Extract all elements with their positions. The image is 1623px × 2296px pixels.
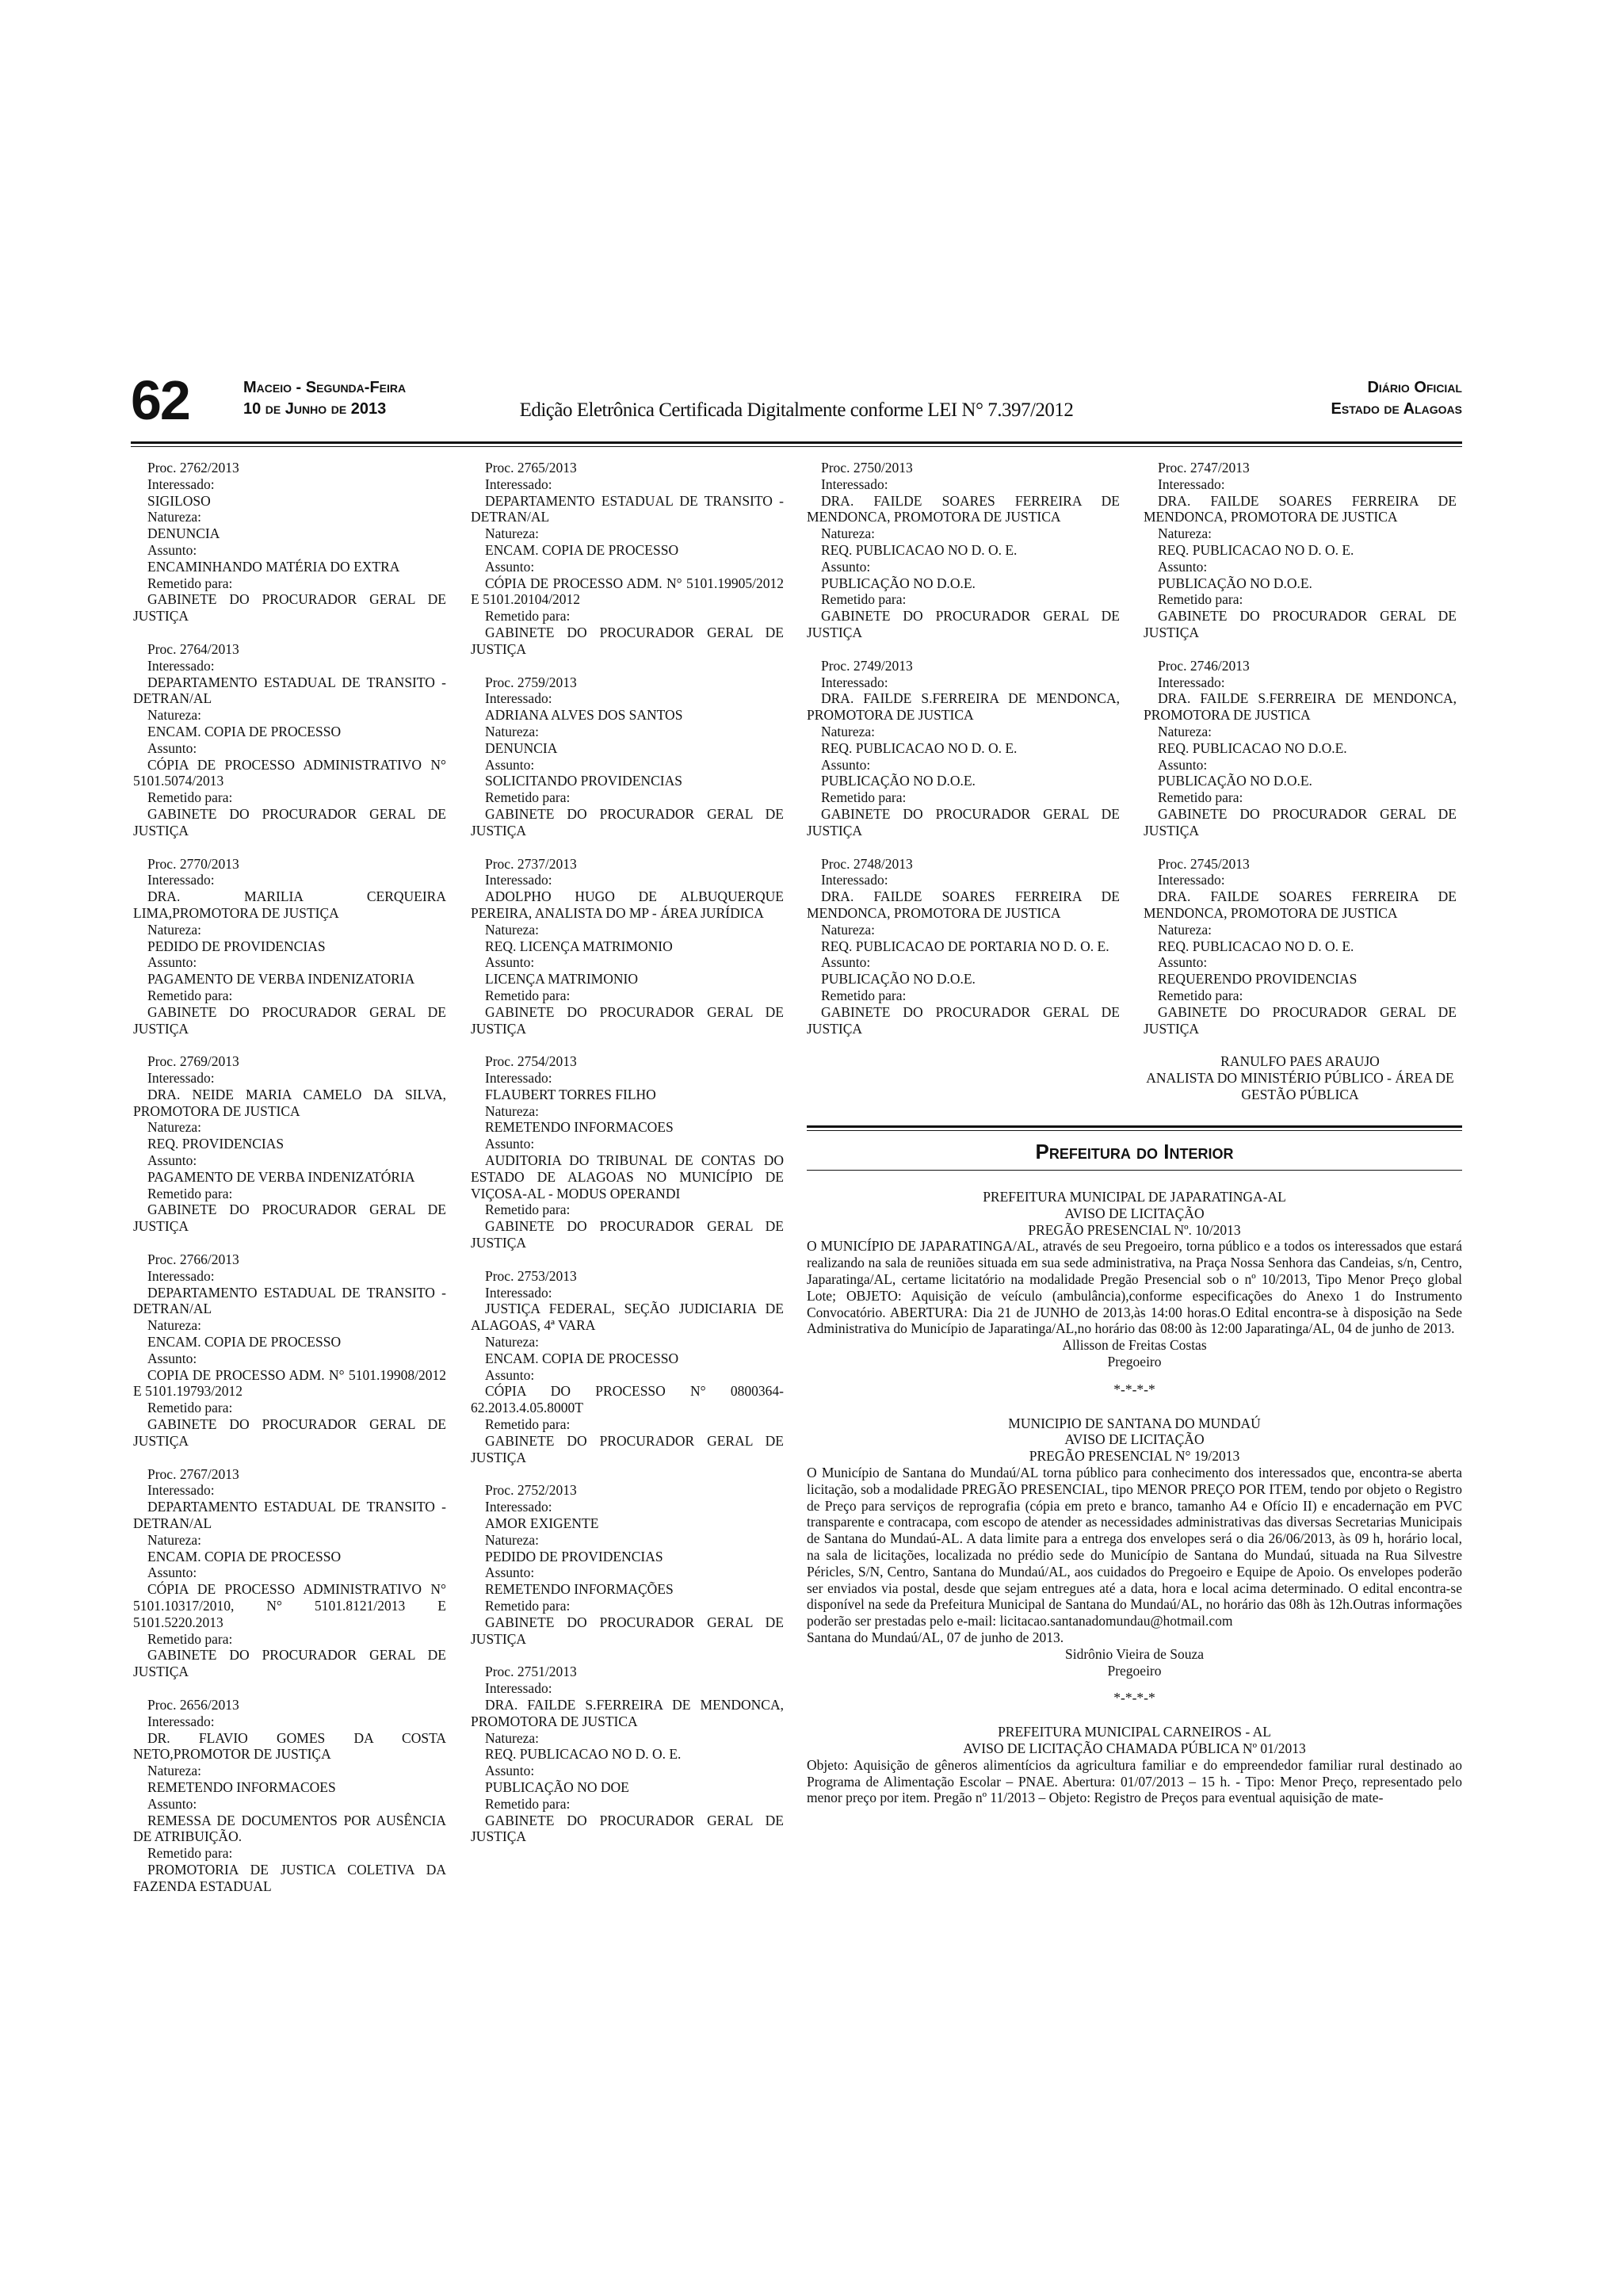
remetido-value: GABINETE DO PROCURADOR GERAL DE JUSTIÇA [471, 805, 784, 839]
remetido-value: GABINETE DO PROCURADOR GERAL DE JUSTIÇA [807, 1003, 1120, 1037]
assunto-label: Assunto: [485, 1564, 535, 1581]
process-entry [1144, 658, 1457, 839]
interessado-value: DEPARTAMENTO ESTADUAL DE TRANSITO - DETRAN/AL [133, 674, 446, 707]
natureza-value: REQ. PUBLICACAO NO D.O.E. [1158, 739, 1347, 756]
remetido-value: GABINETE DO PROCURADOR GERAL DE JUSTIÇA [471, 1218, 784, 1251]
process-entry [1144, 856, 1457, 1037]
assunto-label: Assunto: [1158, 954, 1208, 971]
process-number: Proc. 2746/2013 [1158, 657, 1250, 674]
interessado-label: Interessado: [147, 1070, 215, 1087]
remetido-value: PROMOTORIA DE JUSTICA COLETIVA DA FAZENDA ESTADUAL [133, 1861, 446, 1894]
signature-block [1144, 1053, 1457, 1103]
notice [807, 1415, 1462, 1707]
interessado-label: Interessado: [147, 657, 215, 674]
remetido-label: Remetido para: [147, 1185, 233, 1201]
process-number: Proc. 2769/2013 [147, 1053, 239, 1070]
interessado-label: Interessado: [147, 1713, 215, 1729]
natureza-value: REQ. LICENÇA MATRIMONIO [485, 938, 673, 954]
process-entry [807, 856, 1120, 1037]
process-entry [133, 856, 446, 1037]
remetido-label: Remetido para: [821, 591, 907, 608]
page-number: 62 [131, 369, 189, 431]
natureza-value: REMETENDO INFORMACOES [485, 1119, 674, 1136]
natureza-value: ENCAM. COPIA DE PROCESSO [147, 1548, 342, 1564]
natureza-value: PEDIDO DE PROVIDENCIAS [485, 1548, 663, 1564]
assunto-label: Assunto: [485, 1136, 535, 1152]
natureza-label: Natureza: [485, 525, 540, 542]
assunto-label: Assunto: [485, 954, 535, 971]
process-entry [471, 1664, 784, 1845]
interessado-value: JUSTIÇA FEDERAL, SEÇÃO JUDICIARIA DE ALAGOAS, 4ª VARA [471, 1301, 784, 1334]
remetido-label: Remetido para: [147, 789, 233, 806]
assunto-label: Assunto: [147, 1152, 197, 1169]
process-number: Proc. 2749/2013 [821, 657, 913, 674]
assunto-value: SOLICITANDO PROVIDENCIAS [485, 773, 682, 789]
assunto-value: PUBLICAÇÃO NO D.O.E. [821, 575, 976, 591]
interessado-value: DRA. FAILDE SOARES FERREIRA DE MENDONCA, PROMOTORA DE JUSTICA [1144, 888, 1457, 921]
assunto-label: Assunto: [147, 954, 197, 971]
assunto-label: Assunto: [1158, 558, 1208, 575]
interessado-label: Interessado: [147, 1267, 215, 1284]
remetido-value: GABINETE DO PROCURADOR GERAL DE JUSTIÇA [471, 1812, 784, 1845]
remetido-label: Remetido para: [1158, 987, 1243, 1003]
natureza-value: REQ. PUBLICACAO NO D. O. E. [1158, 938, 1354, 954]
interessado-value: SIGILOSO [147, 492, 211, 509]
interessado-label: Interessado: [147, 1482, 215, 1499]
interessado-label: Interessado: [485, 690, 552, 707]
interessado-label: Interessado: [1158, 872, 1225, 888]
section-rule-bottom [807, 1170, 1462, 1171]
natureza-value: ENCAM. COPIA DE PROCESSO [485, 541, 679, 558]
natureza-label: Natureza: [821, 525, 876, 542]
process-number: Proc. 2762/2013 [147, 460, 239, 476]
natureza-label: Natureza: [147, 1317, 202, 1334]
natureza-label: Natureza: [821, 723, 876, 739]
assunto-label: Assunto: [485, 1366, 535, 1383]
remetido-value: GABINETE DO PROCURADOR GERAL DE JUSTIÇA [1144, 805, 1457, 839]
interessado-label: Interessado: [147, 872, 215, 888]
process-entry [807, 658, 1120, 839]
process-number: Proc. 2748/2013 [821, 855, 913, 872]
natureza-label: Natureza: [485, 1334, 540, 1350]
assunto-label: Assunto: [821, 954, 871, 971]
notice [807, 1724, 1462, 1806]
notice-heading: PREFEITURA MUNICIPAL CARNEIROS - AL [998, 1724, 1271, 1740]
assunto-value: PUBLICAÇÃO NO D.O.E. [1158, 575, 1312, 591]
remetido-label: Remetido para: [147, 1400, 233, 1416]
natureza-label: Natureza: [147, 509, 202, 525]
process-entry [471, 1482, 784, 1647]
process-number: Proc. 2751/2013 [485, 1664, 577, 1680]
section-title: Prefeitura do Interior [1035, 1140, 1234, 1163]
assunto-value: AUDITORIA DO TRIBUNAL DE CONTAS DO ESTADO DE ALAGOAS NO MUNICÍPIO DE VIÇOSA-AL - MODUS OPERANDI [471, 1152, 784, 1201]
interessado-value: DR. FLAVIO GOMES DA COSTA NETO,PROMOTOR DE JUSTIÇA [133, 1729, 446, 1763]
assunto-value: CÓPIA DE PROCESSO ADMINISTRATIVO N° 5101.5074/2013 [133, 756, 446, 789]
process-number: Proc. 2765/2013 [485, 460, 577, 476]
process-number: Proc. 2745/2013 [1158, 855, 1250, 872]
assunto-value: PUBLICAÇÃO NO DOE [485, 1778, 629, 1795]
process-number: Proc. 2767/2013 [147, 1465, 239, 1482]
natureza-value: ENCAM. COPIA DE PROCESSO [147, 723, 342, 739]
interessado-label: Interessado: [821, 872, 888, 888]
process-entry [133, 1466, 446, 1680]
natureza-value: PEDIDO DE PROVIDENCIAS [147, 938, 326, 954]
interessado-value: DEPARTAMENTO ESTADUAL DE TRANSITO - DETRAN/AL [471, 492, 784, 525]
remetido-label: Remetido para: [485, 1598, 571, 1614]
natureza-value: DENUNCIA [485, 739, 558, 756]
process-number: Proc. 2747/2013 [1158, 460, 1250, 476]
process-number: Proc. 2737/2013 [485, 855, 577, 872]
assunto-label: Assunto: [1158, 756, 1208, 773]
process-number: Proc. 2752/2013 [485, 1482, 577, 1499]
assunto-value: CÓPIA DE PROCESSO ADMINISTRATIVO N° 5101.10317/2010, N° 5101.8121/2013 E 5101.5220.2013 [133, 1581, 446, 1630]
natureza-value: DENUNCIA [147, 525, 220, 542]
assunto-label: Assunto: [147, 1564, 197, 1581]
remetido-value: GABINETE DO PROCURADOR GERAL DE JUSTIÇA [133, 1416, 446, 1449]
notice-signer-role: Pregoeiro [1107, 1662, 1162, 1679]
remetido-value: GABINETE DO PROCURADOR GERAL DE JUSTIÇA [133, 1201, 446, 1235]
remetido-value: GABINETE DO PROCURADOR GERAL DE JUSTIÇA [133, 805, 446, 839]
process-entry [471, 856, 784, 1037]
remetido-label: Remetido para: [485, 789, 571, 806]
remetido-label: Remetido para: [1158, 789, 1243, 806]
assunto-value: ENCAMINHANDO MATÉRIA DO EXTRA [147, 558, 400, 575]
remetido-label: Remetido para: [485, 1795, 571, 1812]
interessado-value: DRA. MARILIA CERQUEIRA LIMA,PROMOTORA DE JUSTIÇA [133, 888, 446, 921]
process-entry [133, 460, 446, 625]
process-number: Proc. 2770/2013 [147, 855, 239, 872]
natureza-value: REQ. PUBLICACAO NO D. O. E. [485, 1746, 682, 1763]
assunto-value: REQUERENDO PROVIDENCIAS [1158, 971, 1358, 988]
natureza-value: REQ. PUBLICACAO NO D. O. E. [1158, 541, 1354, 558]
interessado-value: DEPARTAMENTO ESTADUAL DE TRANSITO - DETRAN/AL [133, 1499, 446, 1532]
interessado-value: DRA. FAILDE S.FERREIRA DE MENDONCA, PROMOTORA DE JUSTICA [1144, 690, 1457, 724]
remetido-label: Remetido para: [1158, 591, 1243, 608]
process-number: Proc. 2656/2013 [147, 1696, 239, 1713]
remetido-label: Remetido para: [821, 987, 907, 1003]
process-number: Proc. 2759/2013 [485, 674, 577, 690]
remetido-value: GABINETE DO PROCURADOR GERAL DE JUSTIÇA [471, 1614, 784, 1647]
natureza-value: ENCAM. COPIA DE PROCESSO [147, 1334, 342, 1350]
notice-heading: PREGÃO PRESENCIAL Nº. 10/2013 [1028, 1221, 1241, 1238]
page-header [131, 369, 1462, 431]
header-rule [131, 441, 1462, 447]
natureza-label: Natureza: [1158, 525, 1212, 542]
column-2 [471, 460, 784, 1862]
natureza-label: Natureza: [147, 1119, 202, 1136]
notice-heading: MUNICIPIO DE SANTANA DO MUNDAÚ [1008, 1415, 1261, 1431]
process-number: Proc. 2766/2013 [147, 1251, 239, 1268]
natureza-value: REQ. PUBLICACAO DE PORTARIA NO D. O. E. [821, 938, 1109, 954]
process-entry [807, 460, 1120, 641]
notice-signer: Allisson de Freitas Costas [1062, 1337, 1207, 1354]
assunto-value: REMETENDO INFORMAÇÕES [485, 1581, 674, 1598]
column-3 [807, 460, 1120, 1053]
assunto-label: Assunto: [821, 558, 871, 575]
interessado-value: DRA. FAILDE S.FERREIRA DE MENDONCA, PROMOTORA DE JUSTICA [471, 1696, 784, 1729]
remetido-value: GABINETE DO PROCURADOR GERAL DE JUSTIÇA [471, 1003, 784, 1037]
process-entry [133, 1053, 446, 1235]
interessado-label: Interessado: [485, 1680, 552, 1697]
remetido-label: Remetido para: [485, 987, 571, 1003]
remetido-label: Remetido para: [821, 789, 907, 806]
assunto-value: LICENÇA MATRIMONIO [485, 971, 638, 988]
interessado-value: DEPARTAMENTO ESTADUAL DE TRANSITO - DETRAN/AL [133, 1284, 446, 1317]
process-entry [471, 674, 784, 839]
assunto-label: Assunto: [485, 558, 535, 575]
natureza-label: Natureza: [1158, 723, 1212, 739]
interessado-value: AMOR EXIGENTE [485, 1515, 599, 1532]
process-entry [1144, 460, 1457, 641]
column-1 [133, 460, 446, 1912]
natureza-value: REQ. PUBLICACAO NO D. O. E. [821, 739, 1018, 756]
interessado-label: Interessado: [485, 1284, 552, 1301]
assunto-label: Assunto: [147, 541, 197, 558]
natureza-label: Natureza: [485, 1531, 540, 1548]
notice-signer-role: Pregoeiro [1107, 1353, 1162, 1370]
natureza-label: Natureza: [147, 1531, 202, 1548]
remetido-label: Remetido para: [485, 1201, 571, 1218]
natureza-label: Natureza: [1158, 921, 1212, 938]
remetido-value: GABINETE DO PROCURADOR GERAL DE JUSTIÇA [133, 1003, 446, 1037]
process-entry [471, 1268, 784, 1466]
notice-body: O MUNICÍPIO DE JAPARATINGA/AL, através de seu Pregoeiro, torna público e a todos os interessados que estará realizando na sala de reuniões situada em sua sede administrativa, na Praça Nossa Senhora das Candeias, s/n, Centro, Japaratinga/AL, certame licitatório na modalidade Pregão Presencial sob o nº 10/2013, Tipo Menor Preço global Lote; OBJETO: Aquisição de veículo (ambulância),conforme especificações do Anexo 1 do Instrumento Convocatório. ABERTURA: Dia 21 de JUNHO de 2013,às 14:00 horas.O Edital encontra-se à disposição na Sede Administrativa do Município de Japaratinga/AL,no horário das 08:00 às 12:00 Japaratinga/AL, 04 de junho de 2013. [807, 1238, 1462, 1337]
natureza-label: Natureza: [147, 921, 202, 938]
remetido-value: GABINETE DO PROCURADOR GERAL DE JUSTIÇA [133, 591, 446, 625]
interessado-value: DRA. NEIDE MARIA CAMELO DA SILVA, PROMOTORA DE JUSTICA [133, 1086, 446, 1119]
notice-signer: Sidrônio Vieira de Souza [1064, 1645, 1205, 1662]
assunto-label: Assunto: [821, 756, 871, 773]
section-rule [807, 1125, 1462, 1131]
notice [807, 1189, 1462, 1398]
signature-role: ANALISTA DO MINISTÉRIO PÚBLICO - ÁREA DE GESTÃO PÚBLICA [1146, 1070, 1454, 1103]
interessado-label: Interessado: [485, 1070, 552, 1087]
interessado-label: Interessado: [1158, 674, 1225, 690]
masthead-title: Diário Oficial [1367, 379, 1462, 396]
notice-separator: *-*-*-* [1113, 1381, 1155, 1397]
assunto-value: PAGAMENTO DE VERBA INDENIZATORIA [147, 971, 415, 988]
interessado-value: FLAUBERT TORRES FILHO [485, 1086, 656, 1102]
assunto-value: CÓPIA DE PROCESSO ADM. N° 5101.19905/2012 E 5101.20104/2012 [471, 575, 784, 608]
notice-separator: *-*-*-* [1113, 1690, 1155, 1706]
interessado-label: Interessado: [821, 674, 888, 690]
remetido-value: GABINETE DO PROCURADOR GERAL DE JUSTIÇA [1144, 1003, 1457, 1037]
interessado-value: ADRIANA ALVES DOS SANTOS [485, 707, 683, 724]
process-number: Proc. 2753/2013 [485, 1267, 577, 1284]
process-entry [133, 641, 446, 839]
process-entry [471, 1053, 784, 1251]
remetido-label: Remetido para: [485, 1416, 571, 1433]
natureza-label: Natureza: [821, 921, 876, 938]
natureza-label: Natureza: [485, 723, 540, 739]
remetido-label: Remetido para: [147, 1845, 233, 1862]
assunto-value: PUBLICAÇÃO NO D.O.E. [821, 971, 976, 988]
notice-date: Santana do Mundaú/AL, 07 de junho de 2013. [807, 1629, 1064, 1645]
signature-name: RANULFO PAES ARAUJO [1220, 1053, 1380, 1070]
interessado-label: Interessado: [147, 476, 215, 492]
process-number: Proc. 2764/2013 [147, 640, 239, 657]
notice-heading: AVISO DE LICITAÇÃO [1064, 1205, 1205, 1221]
process-entry [133, 1697, 446, 1895]
edition-note: Edição Eletrônica Certificada Digitalmente conforme LEI N° 7.397/2012 [519, 399, 1074, 421]
natureza-value: ENCAM. COPIA DE PROCESSO [485, 1350, 679, 1366]
natureza-value: REQ. PROVIDENCIAS [147, 1136, 285, 1152]
remetido-value: GABINETE DO PROCURADOR GERAL DE JUSTIÇA [471, 1432, 784, 1465]
remetido-value: GABINETE DO PROCURADOR GERAL DE JUSTIÇA [807, 805, 1120, 839]
assunto-value: COPIA DE PROCESSO ADM. N° 5101.19908/2012 E 5101.19793/2012 [133, 1366, 446, 1400]
assunto-label: Assunto: [485, 1763, 535, 1779]
interessado-label: Interessado: [485, 476, 552, 492]
interessado-value: DRA. FAILDE SOARES FERREIRA DE MENDONCA, PROMOTORA DE JUSTICA [1144, 492, 1457, 525]
interessado-value: DRA. FAILDE SOARES FERREIRA DE MENDONCA, PROMOTORA DE JUSTICA [807, 888, 1120, 921]
interessado-value: DRA. FAILDE SOARES FERREIRA DE MENDONCA, PROMOTORA DE JUSTICA [807, 492, 1120, 525]
column-4 [1144, 460, 1457, 1103]
remetido-label: Remetido para: [485, 608, 571, 625]
assunto-label: Assunto: [147, 1350, 197, 1366]
interessado-label: Interessado: [1158, 476, 1225, 492]
issue-date: 10 de Junho de 2013 [243, 400, 387, 418]
natureza-value: REMETENDO INFORMACOES [147, 1778, 336, 1795]
notice-heading: AVISO DE LICITAÇÃO CHAMADA PÚBLICA Nº 01/2013 [963, 1740, 1306, 1756]
remetido-label: Remetido para: [147, 575, 233, 591]
masthead-subtitle: Estado de Alagoas [1331, 400, 1462, 418]
interessado-label: Interessado: [485, 1499, 552, 1515]
notice-body: Objeto: Aquisição de gêneros alimentícios da agricultura familiar e do empreendedor familiar rural destinado ao Programa de Alimentação Escolar – PNAE. Abertura: 01/07/2013 – 15 h. - Tipo: Menor Preço, representado pelo menor preço por item. Pregão nº 11/2013 – Objeto: Registro de Preços para eventual aquisição de mate- [807, 1756, 1462, 1806]
notice-heading: PREGÃO PRESENCIAL N° 19/2013 [1029, 1448, 1240, 1465]
process-entry [133, 1251, 446, 1450]
notice-heading: AVISO DE LICITAÇÃO [1064, 1431, 1205, 1448]
remetido-value: GABINETE DO PROCURADOR GERAL DE JUSTIÇA [807, 608, 1120, 640]
natureza-value: REQ. PUBLICACAO NO D. O. E. [821, 541, 1018, 558]
natureza-label: Natureza: [485, 1729, 540, 1746]
process-number: Proc. 2750/2013 [821, 460, 913, 476]
process-entry [471, 460, 784, 658]
city-day: Maceio - Segunda-Feira [243, 379, 407, 396]
natureza-label: Natureza: [485, 921, 540, 938]
notice-body: O Município de Santana do Mundaú/AL torna público para conhecimento dos interessados que, encontra-se aberta licitação, sob a modalidade PREGÃO PRESENCIAL, tipo MENOR PREÇO POR ITEM, tendo por objeto o Registro de Preço para serviços de reprografia (cópia em preto e branco, tamanho A4 e Ofício II) e encadernação em PVC transparente e contracapa, com escopo de atender as necessidades administrativas das diversas Secretarias Municipais de Santana do Mundaú-AL. A data limite para a entrega dos envelopes será o dia 26/06/2013, às 09 h, horário local, na sala de licitações, localizada no prédio sede do Município de Santana do Mundaú, situada na Rua Silvestre Péricles, S/N, Centro, Santana do Mundaú/AL, aos cuidados do Pregoeiro e Equipe de Apoio. Os envelopes poderão ser enviados via postal, desde que sejam entregues até a data, hora e local acima determinado. O edital encontra-se disponível na sede da Prefeitura Municipal de Santana do Mundaú/AL, no horário das 08h às 12h.Outras informações poderão ser prestadas pelo e-mail: licitacao.santanadomundau@hotmail.com [807, 1464, 1462, 1629]
remetido-label: Remetido para: [147, 1630, 233, 1647]
natureza-label: Natureza: [147, 707, 202, 724]
interessado-value: ADOLPHO HUGO DE ALBUQUERQUE PEREIRA, ANALISTA DO MP - ÁREA JURÍDICA [471, 888, 784, 921]
remetido-value: GABINETE DO PROCURADOR GERAL DE JUSTIÇA [1144, 608, 1457, 640]
interessado-label: Interessado: [821, 476, 888, 492]
assunto-label: Assunto: [147, 739, 197, 756]
assunto-value: PUBLICAÇÃO NO D.O.E. [821, 773, 976, 789]
assunto-label: Assunto: [147, 1795, 197, 1812]
notices [807, 1189, 1462, 1824]
remetido-value: GABINETE DO PROCURADOR GERAL DE JUSTIÇA [133, 1647, 446, 1680]
remetido-label: Remetido para: [147, 987, 233, 1003]
natureza-label: Natureza: [147, 1763, 202, 1779]
notice-heading: PREFEITURA MUNICIPAL DE JAPARATINGA-AL [983, 1189, 1286, 1205]
process-number: Proc. 2754/2013 [485, 1053, 577, 1070]
natureza-label: Natureza: [485, 1102, 540, 1119]
assunto-value: PUBLICAÇÃO NO D.O.E. [1158, 773, 1312, 789]
assunto-value: PAGAMENTO DE VERBA INDENIZATÓRIA [147, 1168, 415, 1185]
assunto-value: CÓPIA DO PROCESSO N° 0800364-62.2013.4.05.8000T [471, 1383, 784, 1416]
assunto-value: REMESSA DE DOCUMENTOS POR AUSÊNCIA DE ATRIBUIÇÃO. [133, 1812, 446, 1845]
interessado-value: DRA. FAILDE S.FERREIRA DE MENDONCA, PROMOTORA DE JUSTICA [807, 690, 1120, 724]
masthead [1331, 377, 1462, 420]
remetido-value: GABINETE DO PROCURADOR GERAL DE JUSTIÇA [471, 624, 784, 657]
assunto-label: Assunto: [485, 756, 535, 773]
interessado-label: Interessado: [485, 872, 552, 888]
